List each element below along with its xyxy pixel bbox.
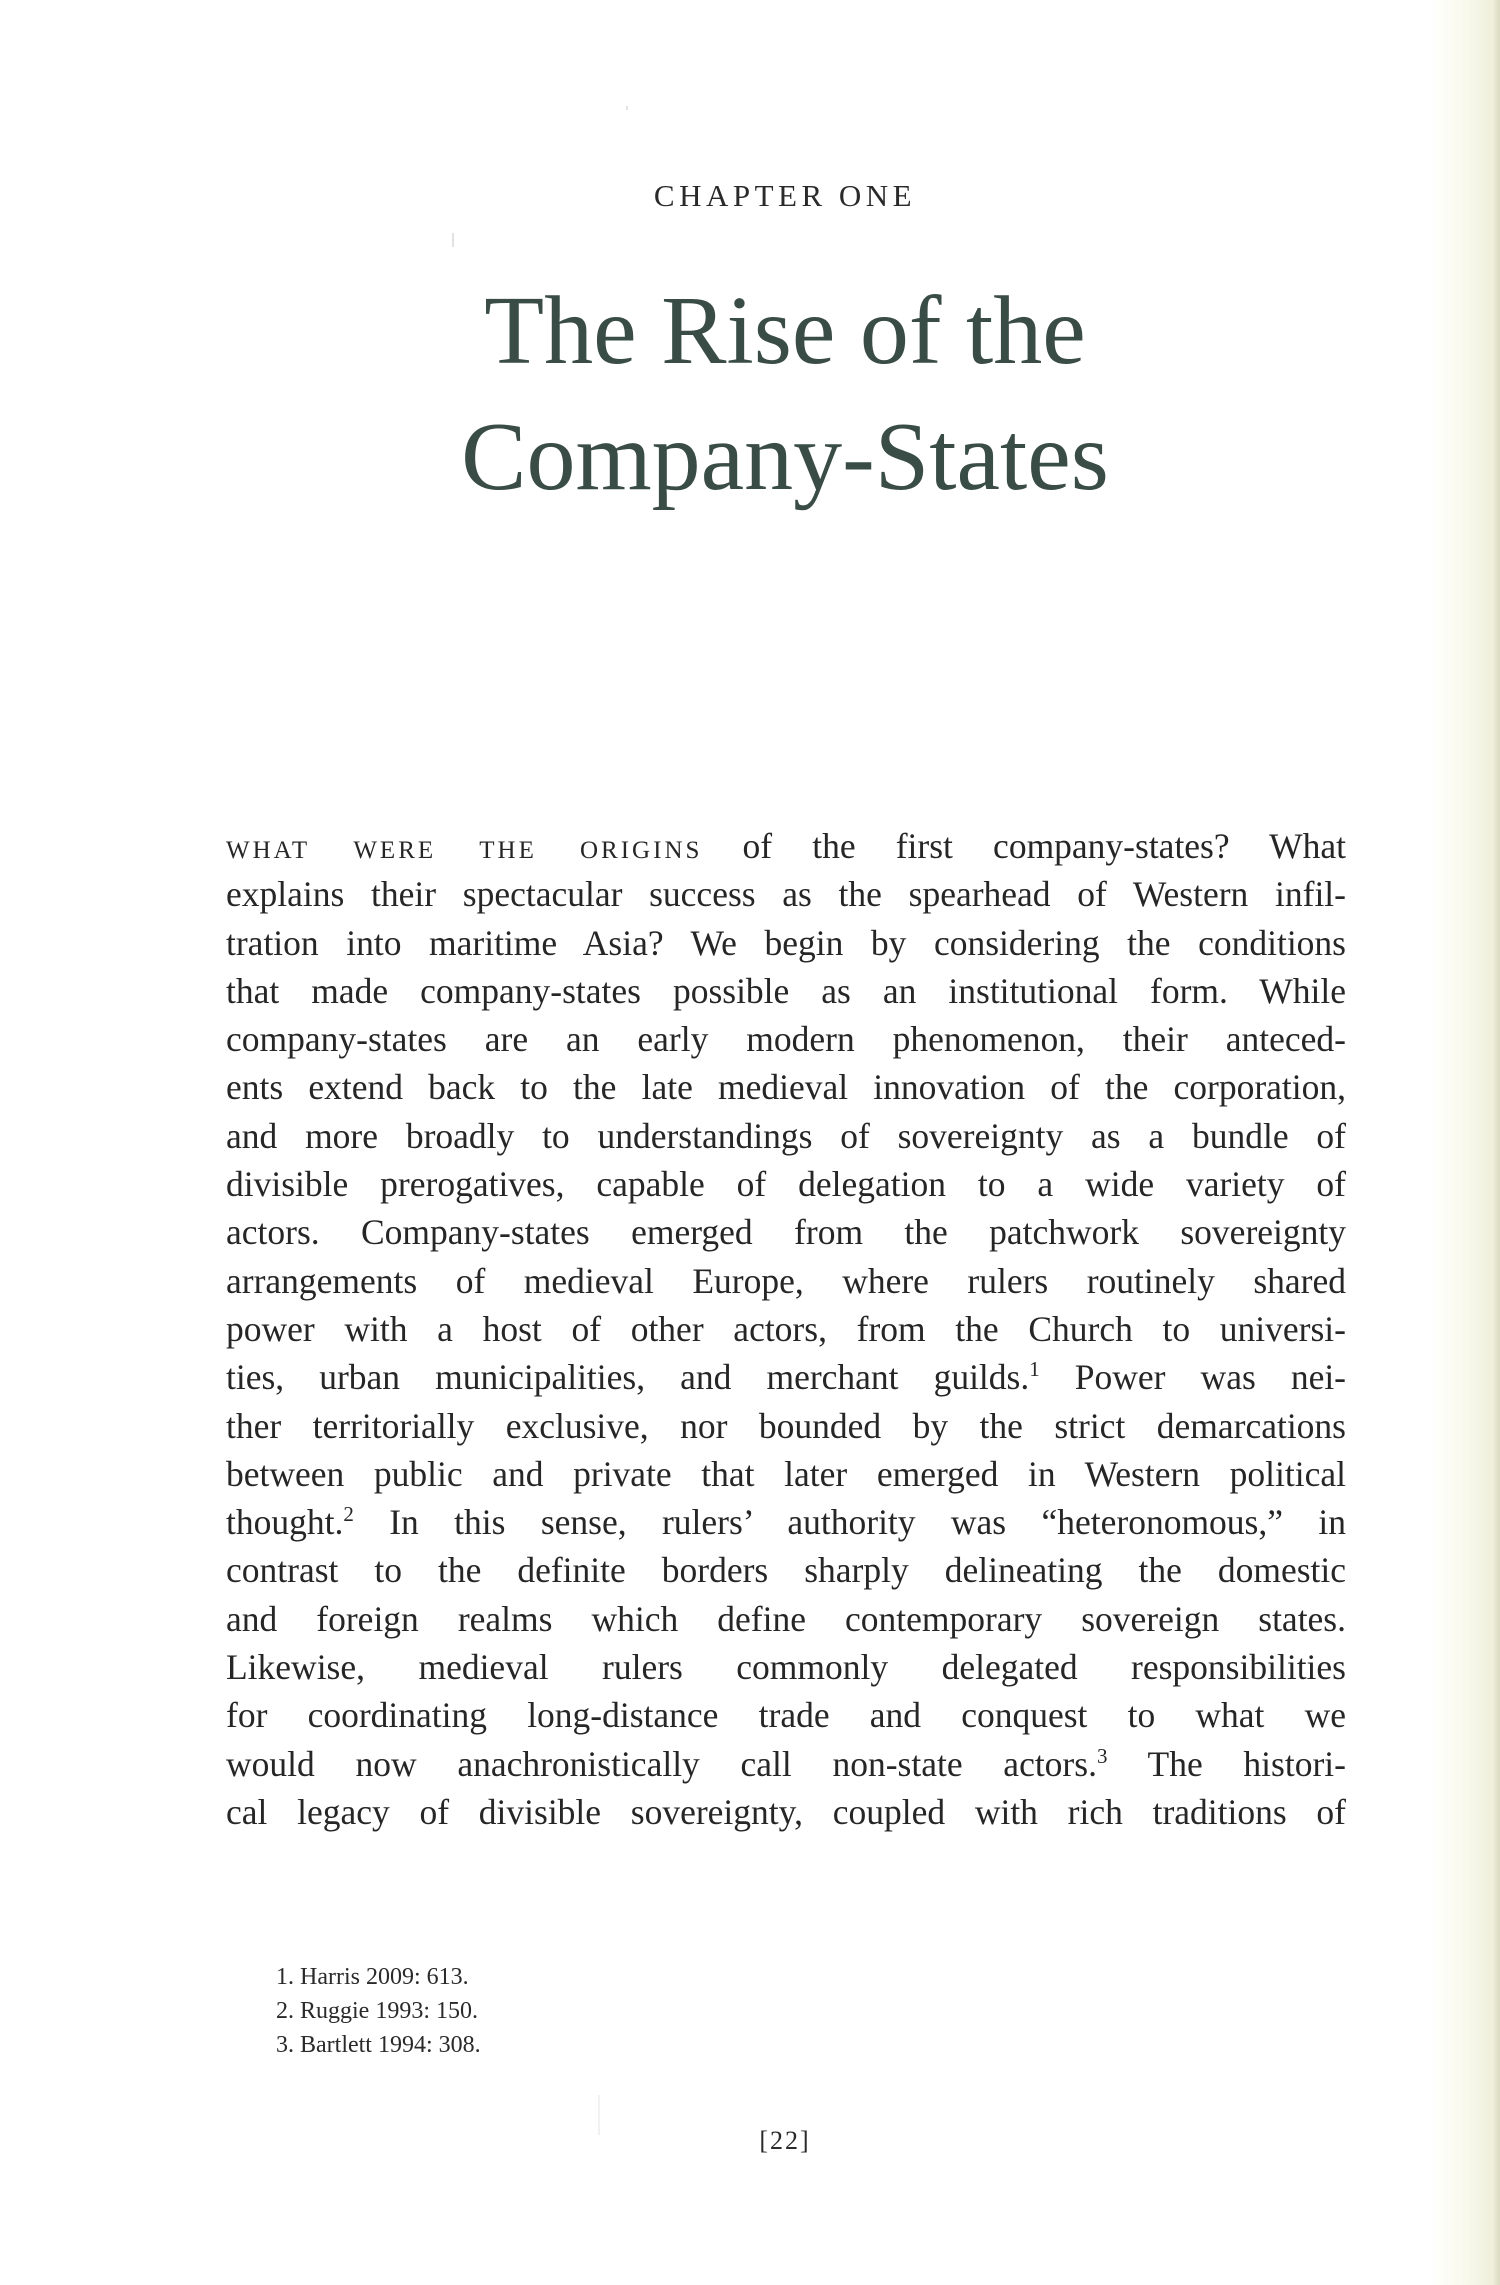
body-paragraph	[226, 822, 1346, 1836]
text-line: power with a host of other actors, from the Church to universi-	[226, 1308, 1346, 1349]
page-number: [22]	[759, 2126, 811, 2155]
scan-speck	[626, 106, 628, 110]
text-line: ents extend back to the late medieval innovation of the corporation,	[226, 1067, 1346, 1108]
footnote-3: 3. Bartlett 1994: 308.	[276, 2032, 481, 2058]
text-line: and foreign realms which define contemporary sovereign states.	[226, 1598, 1346, 1639]
text-line: company-states are an early modern phenomenon, their anteced-	[226, 1019, 1346, 1060]
text-line: ties, urban municipalities, and merchant guilds.$^1$ Power was nei-	[226, 1357, 1347, 1398]
text-line: thought.$^2$ In this sense, rulers’ authority was “heteronomous,” in	[226, 1502, 1346, 1543]
text-line: divisible prerogatives, capable of delegation to a wide variety of	[226, 1164, 1346, 1205]
text-line: arrangements of medieval Europe, where rulers routinely shared	[226, 1260, 1346, 1301]
scan-speck	[452, 233, 454, 247]
chapter-label: CHAPTER ONE	[653, 178, 917, 213]
footnote-ref-1[interactable]: 1	[1029, 1357, 1040, 1382]
chapter-title-line-2: Company-States	[461, 403, 1109, 511]
footnote-1: 1. Harris 2009: 613.	[276, 1964, 469, 1990]
text-line: cal legacy of divisible sovereignty, coupled with rich traditions of	[226, 1791, 1346, 1832]
chapter-title-line-1: The Rise of the	[484, 277, 1086, 385]
text-line: ther territorially exclusive, nor bounded by the strict demarcations	[226, 1405, 1346, 1446]
footnote-2: 2. Ruggie 1993: 150.	[276, 1998, 478, 2024]
text-line: contrast to the definite borders sharply delineating the domestic	[226, 1550, 1346, 1591]
chapter-title	[0, 268, 1500, 520]
text-line: for coordinating long-distance trade and conquest to what we	[226, 1695, 1346, 1736]
footnote-ref-2[interactable]: 2	[343, 1502, 354, 1527]
text-line: would now anachronistically call non-state actors.$^3$ The histori-	[226, 1743, 1346, 1784]
text-line: explains their spectacular success as the spearhead of Western infil-	[226, 874, 1346, 915]
footnotes	[276, 1960, 481, 2062]
text-line: that made company-states possible as an institutional form. While	[226, 970, 1346, 1011]
footnote-ref-3[interactable]: 3	[1096, 1743, 1108, 1768]
text-line: actors. Company-states emerged from the patchwork sovereignty	[226, 1212, 1346, 1253]
opening-smallcaps: what were the origins	[226, 826, 703, 866]
text-line: tration into maritime Asia? We begin by considering the conditions	[226, 922, 1346, 963]
text-line: what were the origins of the first company-states? What	[226, 826, 1346, 866]
text-line: Likewise, medieval rulers commonly delegated responsibilities	[226, 1647, 1346, 1688]
text-line: between public and private that later emerged in Western political	[226, 1453, 1346, 1494]
text-line: and more broadly to understandings of sovereignty as a bundle of	[226, 1115, 1346, 1156]
